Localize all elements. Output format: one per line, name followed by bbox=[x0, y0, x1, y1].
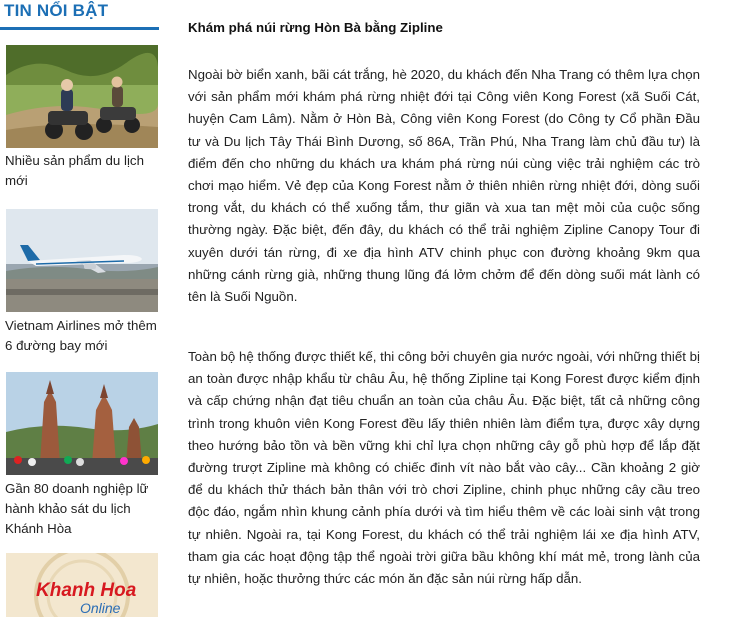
sidebar-item-3-link[interactable]: Gần 80 doanh nghiệp lữ hành khảo sát du lịch Khánh Hòa bbox=[5, 481, 149, 536]
section-title: TIN NỔI BẬT bbox=[4, 1, 109, 20]
article-paragraph-1: Ngoài bờ biển xanh, bãi cát trắng, hè 2020, du khách đến Nha Trang có thêm lựa chọn với sản phẩm mới khám phá rừng nhiệt đới tại Công viên Kong Forest (xã Suối Cát, huyện Cam Lâm). Nằm ở Hòn Bà, Công viên Kong Forest (do Công ty Cổ phần Đầu tư và Du lịch Tây Thái Bình Dương, số 86A, Trần Phú, Nha Trang làm chủ đầu tư) là điểm đến cho những du khách ưa khám phá rừng núi cùng việc trải nghiệm các trò chơi mạo hiểm. Vẻ đẹp của Kong Forest nằm ở thiên nhiên rừng nhiệt đới, dòng suối trong vắt, du khách có thể xuống tắm, thư giãn và xua tan mệt mỏi của cuộc sống thường ngày. Đặc biệt, đến đây, du khách có thể trải nghiệm Zipline Canopy Tour đi xuyên dưới tán rừng, đi xe địa hình ATV chinh phục con đường khoảng 9km qua những cánh rừng già, những thung lũng đá lởm chởm để đến dòng suối mát lành có tên là Suối Nguồn. bbox=[188, 67, 700, 305]
khanh-hoa-online-logo[interactable] bbox=[6, 553, 158, 617]
cham-tower-photo[interactable] bbox=[6, 372, 158, 475]
logo-text-line2: Online bbox=[80, 600, 121, 616]
sidebar bbox=[0, 0, 165, 617]
article-title: Khám phá núi rừng Hòn Bà bằng Zipline bbox=[188, 20, 443, 35]
airplane-photo[interactable] bbox=[6, 209, 158, 312]
sidebar-item-2-link[interactable]: Vietnam Airlines mở thêm 6 đường bay mới bbox=[5, 318, 157, 353]
sidebar-item-1-link[interactable]: Nhiều sản phẩm du lịch mới bbox=[5, 153, 144, 188]
logo-text-line1: Khanh Hoa bbox=[36, 580, 137, 601]
article-paragraph-2: Toàn bộ hệ thống được thiết kế, thi công bởi chuyên gia nước ngoài, với những thiết bị an toàn được nhập khẩu từ châu Âu, hệ thống Zipline tại Kong Forest được kiểm định và cấp chứng nhận đạt tiêu chuẩn an toàn của châu Âu. Đặc biệt, tất cả những công trình trong khuôn viên Kong Forest đều lấy thiên nhiên làm điểm tựa, được xây dựng theo hướng bảo tồn và bền vững khi chỉ lựa chọn những cây gỗ phù hợp để lắp đặt đường trượt Zipline mà không có chiếc đinh vít nào bắt vào cây... Cần khoảng 2 giờ để du khách thử thách bản thân với trò chơi Zipline, chinh phục những cây cầu treo độc đáo, ngắm nhìn khung cảnh phía dưới và tìm hiểu thêm về các loài sinh vật trong tự nhiên. Ngoài ra, tại Kong Forest, du khách có thể trải nghiệm lái xe địa hình ATV, tham gia các hoạt động tập thể ngoài trời giữa bầu không khí mát mẻ, trong lành của tự nhiên, hoặc thưởng thức các món ăn đặc sản núi rừng hấp dẫn. bbox=[188, 349, 700, 587]
section-header bbox=[0, 0, 159, 30]
atv-riders-photo[interactable] bbox=[6, 45, 158, 148]
